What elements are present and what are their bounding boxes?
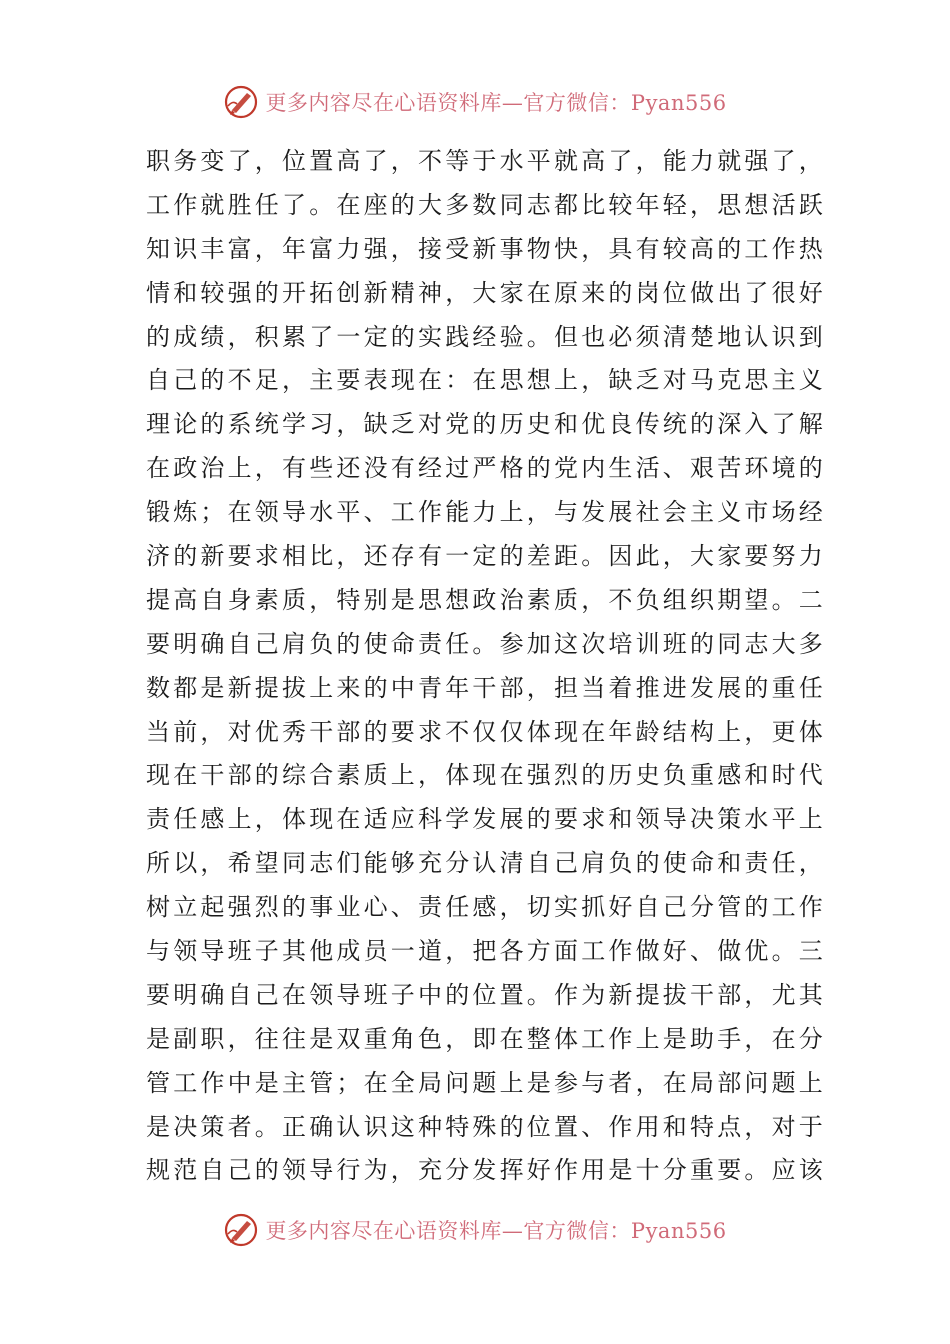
text-line: 数都是新提拔上来的中青年干部，担当着推进发展的重任: [146, 673, 826, 702]
text-line: 济的新要求相比，还存有一定的差距。因此，大家要努力: [146, 542, 826, 571]
text-line: 知识丰富，年富力强，接受新事物快，具有较高的工作热: [146, 234, 826, 263]
text-line: 规范自己的领导行为，充分发挥好作用是十分重要。应该: [146, 1156, 826, 1185]
text-line: 情和较强的开拓创新精神，大家在原来的岗位做出了很好: [146, 278, 826, 307]
text-line: 理论的系统学习，缺乏对党的历史和优良传统的深入了解: [146, 410, 826, 439]
text-line: 职务变了，位置高了，不等于水平就高了，能力就强了，: [146, 147, 826, 175]
text-line: 当前，对优秀干部的要求不仅仅体现在年龄结构上，更体: [146, 717, 826, 746]
pen-logo-icon: [223, 84, 259, 120]
text-line: 是决策者。正确认识这种特殊的位置、作用和特点，对于: [146, 1112, 826, 1141]
document-body: [146, 140, 826, 1193]
text-line: 要明确自己肩负的使命责任。参加这次培训班的同志大多: [146, 629, 826, 658]
text-line: 树立起强烈的事业心、责任感，切实抓好自己分管的工作: [146, 893, 826, 922]
footer-banner: [0, 1210, 950, 1250]
text-line: 锻炼；在领导水平、工作能力上，与发展社会主义市场经: [146, 498, 826, 527]
footer-banner-text: 更多内容尽在心语资料库—官方微信：Pyan556: [265, 1219, 727, 1243]
text-line: 提高自身素质，特别是思想政治素质，不负组织期望。二: [146, 585, 826, 614]
text-line: 在政治上，有些还没有经过严格的党内生活、艰苦环境的: [146, 454, 826, 483]
header-banner-text: 更多内容尽在心语资料库—官方微信：Pyan556: [265, 91, 727, 115]
text-line: 现在干部的综合素质上，体现在强烈的历史负重感和时代: [146, 761, 826, 790]
text-line: 与领导班子其他成员一道，把各方面工作做好、做优。三: [146, 937, 826, 966]
text-line: 工作就胜任了。在座的大多数同志都比较年轻，思想活跃: [146, 190, 826, 219]
text-line: 自己的不足，主要表现在：在思想上，缺乏对马克思主义: [146, 366, 826, 395]
text-line: 责任感上，体现在适应科学发展的要求和领导决策水平上: [146, 805, 826, 834]
text-line: 所以，希望同志们能够充分认清自己肩负的使命和责任，: [146, 849, 826, 878]
text-line: 管工作中是主管；在全局问题上是参与者，在局部问题上: [146, 1068, 826, 1097]
text-line: 的成绩，积累了一定的实践经验。但也必须清楚地认识到: [146, 322, 826, 351]
header-banner: [0, 82, 950, 122]
pen-logo-icon: [223, 1212, 259, 1248]
text-line: 是副职，往往是双重角色，即在整体工作上是助手，在分: [146, 1024, 826, 1053]
text-line: 要明确自己在领导班子中的位置。作为新提拔干部，尤其: [146, 980, 826, 1009]
